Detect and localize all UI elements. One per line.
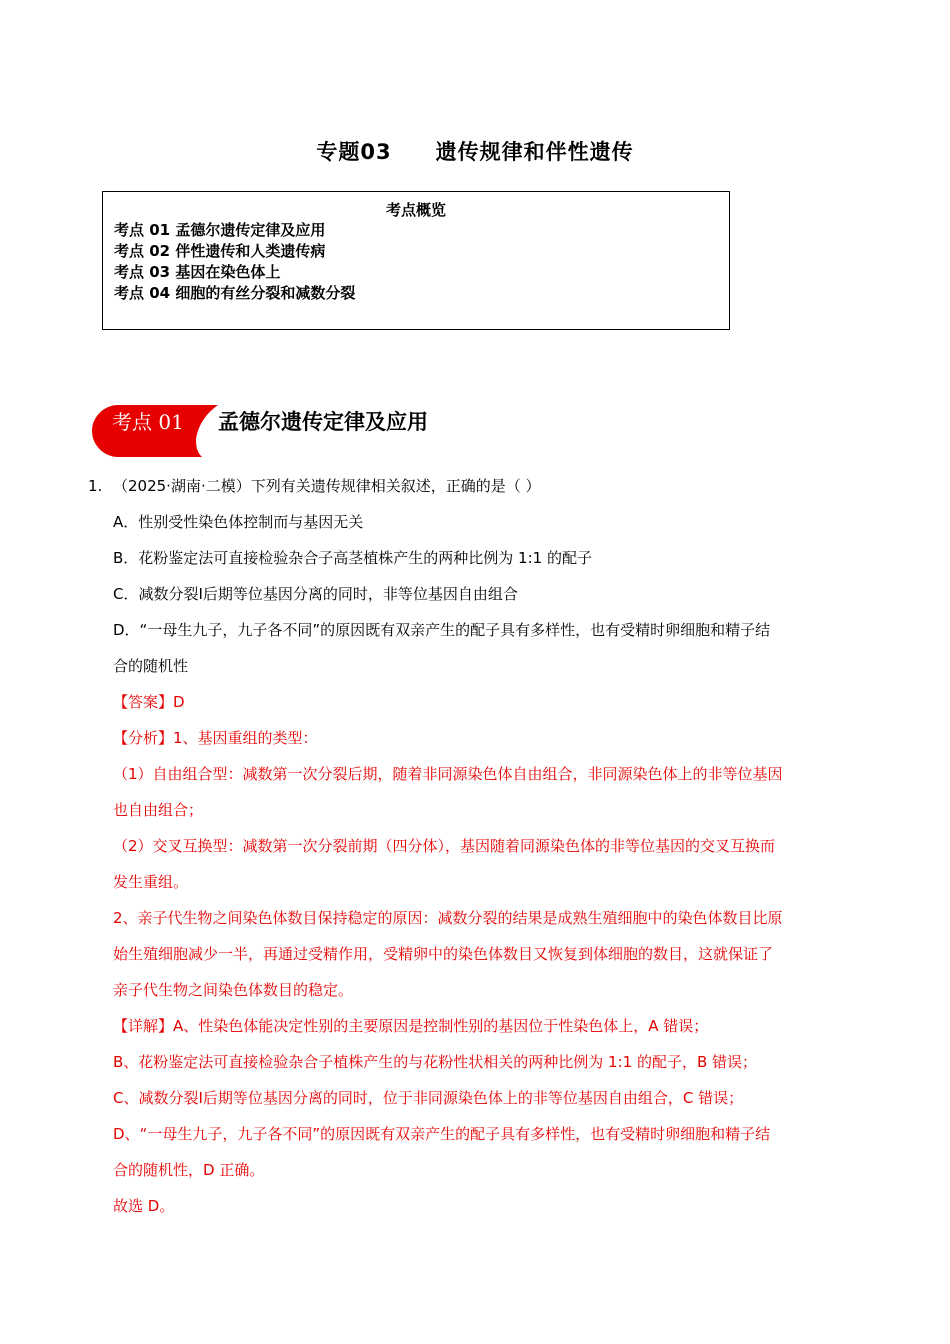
detail-line: D、“一母生九子，九子各不同”的原因既有双亲产生的配子具有多样性，也有受精时卵细胞和精子结	[113, 1125, 771, 1143]
question-block	[88, 468, 863, 1224]
conclusion-line: 故选 D。	[113, 1197, 175, 1215]
question-number: 1.	[88, 477, 103, 495]
detail-line	[88, 1008, 863, 1044]
analysis-line: 2、亲子代生物之间染色体数目保持稳定的原因：减数分裂的结果是成熟生殖细胞中的染色体数目比原	[113, 909, 783, 927]
overview-list	[103, 220, 729, 304]
detail-line: B、花粉鉴定法可直接检验杂合子植株产生的与花粉性状相关的两种比例为 1:1 的配子，B 错误；	[113, 1053, 758, 1071]
analysis-label: 【分析】	[113, 729, 174, 747]
question-stem-line	[88, 468, 863, 504]
answer-value: D	[173, 693, 185, 711]
answer-label: 【答案】	[113, 693, 174, 711]
overview-item: 考点 03 基因在染色体上	[114, 263, 281, 281]
section-header	[92, 405, 612, 457]
analysis-line: 亲子代生物之间染色体数目的稳定。	[113, 981, 354, 999]
section-tag: 考点 01	[112, 410, 184, 434]
option-b: B．花粉鉴定法可直接检验杂合子高茎植株产生的两种比例为 1:1 的配子	[113, 549, 592, 567]
page-title	[0, 136, 950, 166]
section-title: 孟德尔遗传定律及应用	[218, 410, 428, 434]
detail-label: 【详解】	[113, 1017, 174, 1035]
answer-line	[88, 684, 863, 720]
overview-item: 考点 04 细胞的有丝分裂和减数分裂	[114, 284, 356, 302]
overview-box	[102, 191, 730, 330]
analysis-text: 1、基因重组的类型：	[173, 729, 318, 747]
topic-number: 专题03	[316, 140, 392, 164]
topic-title: 遗传规律和伴性遗传	[435, 140, 634, 164]
analysis-line: （1）自由组合型：减数第一次分裂后期，随着非同源染色体自由组合，非同源染色体上的非等位基因	[113, 765, 783, 783]
overview-heading: 考点概览	[385, 201, 446, 219]
option-d: D．“一母生九子，九子各不同”的原因既有双亲产生的配子具有多样性，也有受精时卵细胞和精子结	[113, 621, 771, 639]
analysis-line: 也自由组合；	[113, 801, 204, 819]
detail-line: C、减数分裂Ⅰ后期等位基因分离的同时，位于非同源染色体上的非等位基因自由组合，C 错误；	[113, 1089, 744, 1107]
option-a: A．性别受性染色体控制而与基因无关	[113, 513, 364, 531]
overview-item: 考点 01 孟德尔遗传定律及应用	[114, 221, 326, 239]
question-stem: （2025·湖南·二模）下列有关遗传规律相关叙述，正确的是（ ）	[113, 477, 541, 495]
analysis-line: （2）交叉互换型：减数第一次分裂前期（四分体），基因随着同源染色体的非等位基因的交叉互换而	[113, 837, 776, 855]
analysis-line: 发生重组。	[113, 873, 189, 891]
analysis-line: 始生殖细胞减少一半，再通过受精作用，受精卵中的染色体数目又恢复到体细胞的数目，这就保证了	[113, 945, 774, 963]
option-c: C．减数分裂Ⅰ后期等位基因分离的同时，非等位基因自由组合	[113, 585, 518, 603]
overview-item: 考点 02 伴性遗传和人类遗传病	[114, 242, 326, 260]
detail-text: A、性染色体能决定性别的主要原因是控制性别的基因位于性染色体上，A 错误；	[173, 1017, 709, 1035]
option-d-continued: 合的随机性	[113, 657, 189, 675]
detail-line: 合的随机性，D 正确。	[113, 1161, 265, 1179]
analysis-line	[88, 720, 863, 756]
